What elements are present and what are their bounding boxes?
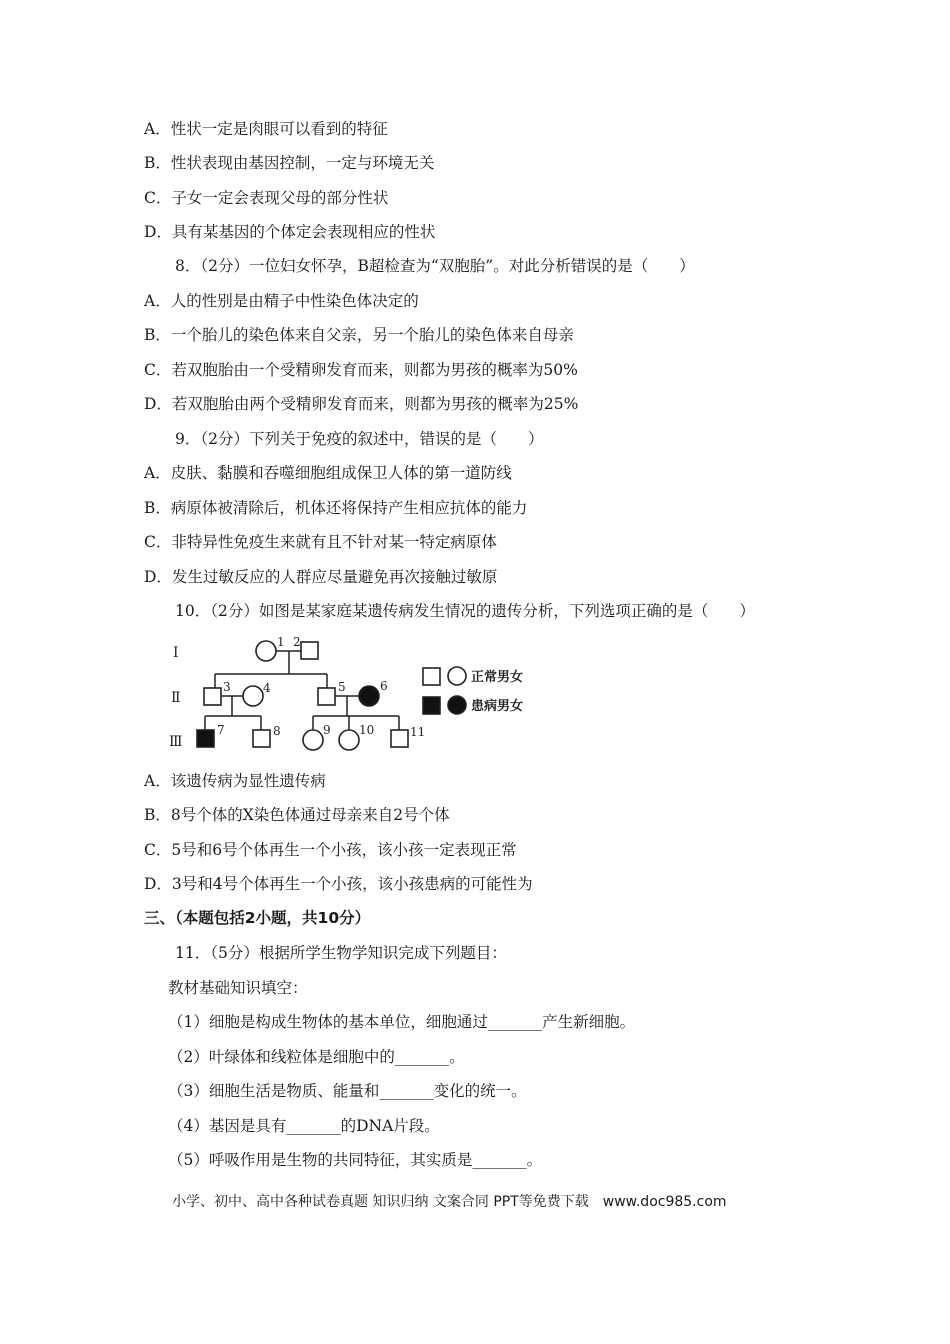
individual-10 bbox=[339, 730, 359, 750]
individual-3 bbox=[204, 688, 221, 705]
q10-stem: 10．（2分）如图是某家庭某遗传病发生情况的遗传分析，下列选项正确的是（ ） bbox=[175, 602, 755, 620]
legend-affected-female-icon bbox=[448, 696, 466, 714]
individual-4 bbox=[243, 686, 263, 706]
legend-affected-label: 患病男女 bbox=[471, 699, 524, 714]
id-label-5: 5 bbox=[338, 680, 346, 694]
q9-option-a: A．皮肤、黏膜和吞噬细胞组成保卫人体的第一道防线 bbox=[144, 464, 512, 482]
id-label-10: 10 bbox=[359, 723, 375, 737]
id-label-11: 11 bbox=[410, 725, 426, 739]
q11-item-5: （5）呼吸作用是生物的共同特征，其实质是_______。 bbox=[168, 1151, 543, 1169]
q7-option-b: B．性状表现由基因控制，一定与环境无关 bbox=[144, 154, 435, 172]
q9-option-d: D．发生过敏反应的人群应尽量避免再次接触过敏原 bbox=[144, 568, 498, 586]
legend-normal-male-icon bbox=[423, 668, 440, 685]
q9-stem: 9．（2分）下列关于免疫的叙述中，错误的是（ ） bbox=[175, 430, 544, 448]
q7-option-a: A．性状一定是肉眼可以看到的特征 bbox=[144, 120, 388, 138]
pedigree-chart bbox=[165, 632, 545, 757]
individual-6 bbox=[359, 686, 379, 706]
individual-11 bbox=[391, 730, 408, 747]
individual-1 bbox=[256, 641, 276, 661]
q11-intro: 教材基础知识填空： bbox=[168, 979, 308, 997]
q7-option-d: D．具有某基因的个体定会表现相应的性状 bbox=[144, 223, 436, 241]
q8-option-d: D．若双胞胎由两个受精卵发育而来，则都为男孩的概率为25% bbox=[144, 395, 579, 413]
id-label-4: 4 bbox=[263, 681, 271, 695]
page-footer: 小学、初中、高中各种试卷真题 知识归纳 文案合同 PPT等免费下载 www.doc985.com bbox=[172, 1194, 727, 1210]
id-label-6: 6 bbox=[380, 679, 388, 693]
id-label-8: 8 bbox=[273, 724, 281, 738]
q11-item-4: （4）基因是具有_______的DNA片段。 bbox=[168, 1117, 440, 1135]
q11-item-2: （2）叶绿体和线粒体是细胞中的_______。 bbox=[168, 1048, 465, 1066]
q10-option-c: C．5号和6号个体再生一个小孩，该小孩一定表现正常 bbox=[144, 841, 517, 859]
generation-label-3: Ⅲ bbox=[169, 734, 183, 750]
individual-2 bbox=[301, 642, 318, 659]
q10-option-d: D．3号和4号个体再生一个小孩，该小孩患病的可能性为 bbox=[144, 875, 533, 893]
id-label-9: 9 bbox=[323, 723, 331, 737]
q8-option-b: B．一个胎儿的染色体来自父亲，另一个胎儿的染色体来自母亲 bbox=[144, 326, 574, 344]
q8-option-a: A．人的性别是由精子中性染色体决定的 bbox=[144, 292, 419, 310]
id-label-1: 1 bbox=[277, 635, 285, 649]
id-label-3: 3 bbox=[223, 680, 231, 694]
q11-item-1: （1）细胞是构成生物体的基本单位，细胞通过_______产生新细胞。 bbox=[168, 1013, 636, 1031]
legend-normal-label: 正常男女 bbox=[471, 670, 524, 685]
q10-option-a: A．该遗传病为显性遗传病 bbox=[144, 772, 326, 790]
legend-normal-female-icon bbox=[448, 667, 466, 685]
individual-5 bbox=[318, 688, 335, 705]
legend-affected-male-icon bbox=[423, 697, 440, 714]
individual-8 bbox=[253, 730, 270, 747]
q11-item-3: （3）细胞生活是物质、能量和_______变化的统一。 bbox=[168, 1082, 527, 1100]
q8-stem: 8．（2分）一位妇女怀孕，B超检查为“双胞胎”。对此分析错误的是（ ） bbox=[175, 257, 695, 275]
q9-option-c: C．非特异性免疫生来就有且不针对某一特定病原体 bbox=[144, 533, 497, 551]
q10-option-b: B．8号个体的X染色体通过母亲来自2号个体 bbox=[144, 806, 450, 824]
individual-7 bbox=[197, 730, 214, 747]
q8-option-c: C．若双胞胎由一个受精卵发育而来，则都为男孩的概率为50% bbox=[144, 361, 578, 379]
q11-stem: 11．（5分）根据所学生物学知识完成下列题目： bbox=[175, 944, 507, 962]
section-3-title: 三、（本题包括2小题，共10分） bbox=[144, 909, 371, 927]
q7-option-c: C．子女一定会表现父母的部分性状 bbox=[144, 189, 389, 207]
generation-label-2: Ⅱ bbox=[171, 690, 181, 706]
individual-9 bbox=[303, 730, 323, 750]
id-label-2: 2 bbox=[293, 635, 301, 649]
id-label-7: 7 bbox=[217, 723, 225, 737]
q9-option-b: B．病原体被清除后，机体还将保持产生相应抗体的能力 bbox=[144, 499, 528, 517]
generation-label-1: Ⅰ bbox=[173, 645, 179, 661]
